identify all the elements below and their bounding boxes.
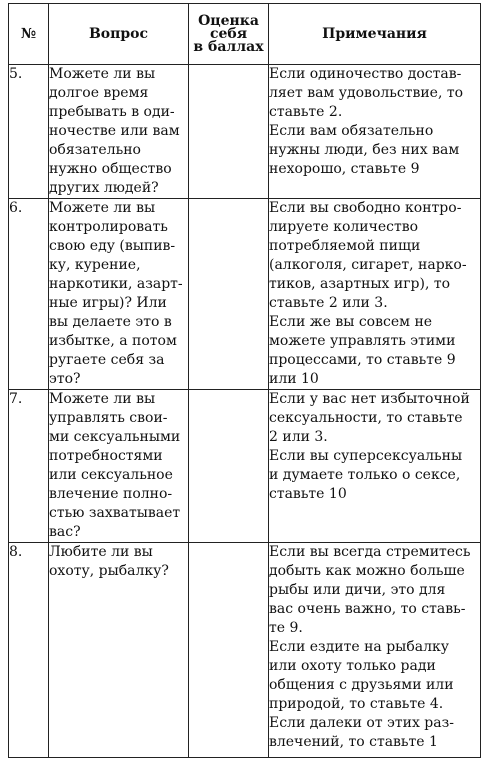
note-paragraph	[269, 65, 480, 122]
score-cell[interactable]	[189, 65, 269, 199]
note-line: вас очень важно, то ставь-	[269, 601, 466, 617]
header-row	[9, 4, 481, 65]
note-line: и думаете только о сексе,	[269, 467, 461, 483]
note-paragraph	[269, 714, 480, 752]
question-line: обязательно	[49, 142, 141, 158]
question-line: Можете ли вы	[49, 200, 156, 216]
table-row	[9, 199, 481, 390]
note-line: процессами, то ставьте 9	[269, 352, 456, 368]
question-line: ку, курение,	[49, 257, 141, 273]
note-line: тиков, азартных игр), то	[269, 276, 451, 292]
question-line: ми сексуальными	[49, 429, 181, 445]
question-text	[49, 390, 189, 543]
question-line: контролировать	[49, 219, 168, 235]
table-row	[9, 543, 481, 758]
note-line: (алкоголя, сигарет, нарко-	[269, 257, 467, 273]
question-line: или сексуальное	[49, 467, 173, 483]
question-line: потребностями	[49, 448, 163, 464]
note-line: сексуальности, то ставьте	[269, 410, 463, 426]
note-line: общения с друзьями или	[269, 677, 454, 693]
note-line: Если вы всегда стремитесь	[269, 544, 471, 560]
note-paragraph	[269, 390, 480, 447]
question-line: влечение полно-	[49, 486, 173, 502]
note-line: Если же вы совсем не	[269, 314, 433, 330]
note-line: потребляемой пищи	[269, 238, 421, 254]
note-line: ставьте 2 или 3.	[269, 295, 388, 311]
question-text	[49, 65, 189, 199]
question-line: наркотики, азарт-	[49, 276, 183, 292]
score-cell[interactable]	[189, 390, 269, 543]
note-line: Если вам обязательно	[269, 123, 434, 139]
question-line: вас?	[49, 524, 81, 540]
note-line: добыть как можно больше	[269, 563, 465, 579]
note-line: нужны люди, без них вам	[269, 142, 460, 158]
question-number: 6.	[9, 199, 49, 390]
question-line: избытке, а потом	[49, 333, 177, 349]
notes-text	[269, 65, 481, 199]
note-line: влечений, то ставьте 1	[269, 734, 438, 750]
question-line: охоту, рыбалку?	[49, 563, 169, 579]
note-paragraph	[269, 199, 480, 313]
notes-text	[269, 543, 481, 758]
question-line: других людей?	[49, 180, 159, 196]
note-line: можете управлять этими	[269, 333, 456, 349]
question-line: долгое время	[49, 85, 149, 101]
header-number: №	[9, 4, 49, 65]
notes-text	[269, 199, 481, 390]
note-line: Если у вас нет избыточной	[269, 391, 470, 407]
question-line: ные игры)? Или	[49, 295, 167, 311]
note-line: 2 или 3.	[269, 429, 328, 445]
note-paragraph	[269, 638, 480, 714]
note-line: ляет вам удовольствие, то	[269, 85, 464, 101]
question-number: 5.	[9, 65, 49, 199]
notes-text	[269, 390, 481, 543]
note-line: Если вы свободно контро-	[269, 200, 462, 216]
question-line: нужно общество	[49, 161, 172, 177]
question-line: это?	[49, 371, 81, 387]
header-score-line: себя	[209, 25, 248, 42]
questionnaire-table	[8, 3, 481, 758]
question-line: стью захватывает	[49, 505, 181, 521]
header-score-line: Оценка	[198, 12, 259, 29]
note-line: лируете количество	[269, 219, 419, 235]
question-line: Можете ли вы	[49, 391, 156, 407]
question-line: управлять свои-	[49, 410, 168, 426]
note-paragraph	[269, 447, 480, 504]
question-text	[49, 199, 189, 390]
question-text	[49, 543, 189, 758]
note-paragraph	[269, 313, 480, 389]
note-line: рыбы или дичи, это для	[269, 582, 446, 598]
note-line: Если одиночество достав-	[269, 66, 462, 82]
note-line: Если далеки от этих раз-	[269, 715, 454, 731]
table-row	[9, 390, 481, 543]
question-line: пребывать в оди-	[49, 104, 175, 120]
note-line: Если вы суперсексуальны	[269, 448, 463, 464]
note-line: ставьте 10	[269, 486, 347, 502]
question-number: 7.	[9, 390, 49, 543]
note-line: те 9.	[269, 620, 303, 636]
question-line: свою еду (выпив-	[49, 238, 176, 254]
note-line: ставьте 2.	[269, 104, 343, 120]
header-score	[189, 4, 269, 65]
table-row	[9, 65, 481, 199]
page	[8, 3, 480, 750]
note-line: или 10	[269, 371, 319, 387]
question-line: вы делаете это в	[49, 314, 172, 330]
score-cell[interactable]	[189, 199, 269, 390]
question-number: 8.	[9, 543, 49, 758]
question-line: ночестве или вам	[49, 123, 180, 139]
header-question: Вопрос	[49, 4, 189, 65]
note-line: Если ездите на рыбалку	[269, 639, 449, 655]
note-line: или охоту только ради	[269, 658, 436, 674]
header-score-line: в баллах	[193, 38, 264, 55]
question-line: ругаете себя за	[49, 352, 165, 368]
question-line: Можете ли вы	[49, 66, 156, 82]
note-line: нехорошо, ставьте 9	[269, 161, 420, 177]
note-paragraph	[269, 122, 480, 179]
note-paragraph	[269, 543, 480, 638]
score-cell[interactable]	[189, 543, 269, 758]
question-line: Любите ли вы	[49, 544, 153, 560]
header-notes: Примечания	[269, 4, 481, 65]
note-line: природой, то ставьте 4.	[269, 696, 444, 712]
